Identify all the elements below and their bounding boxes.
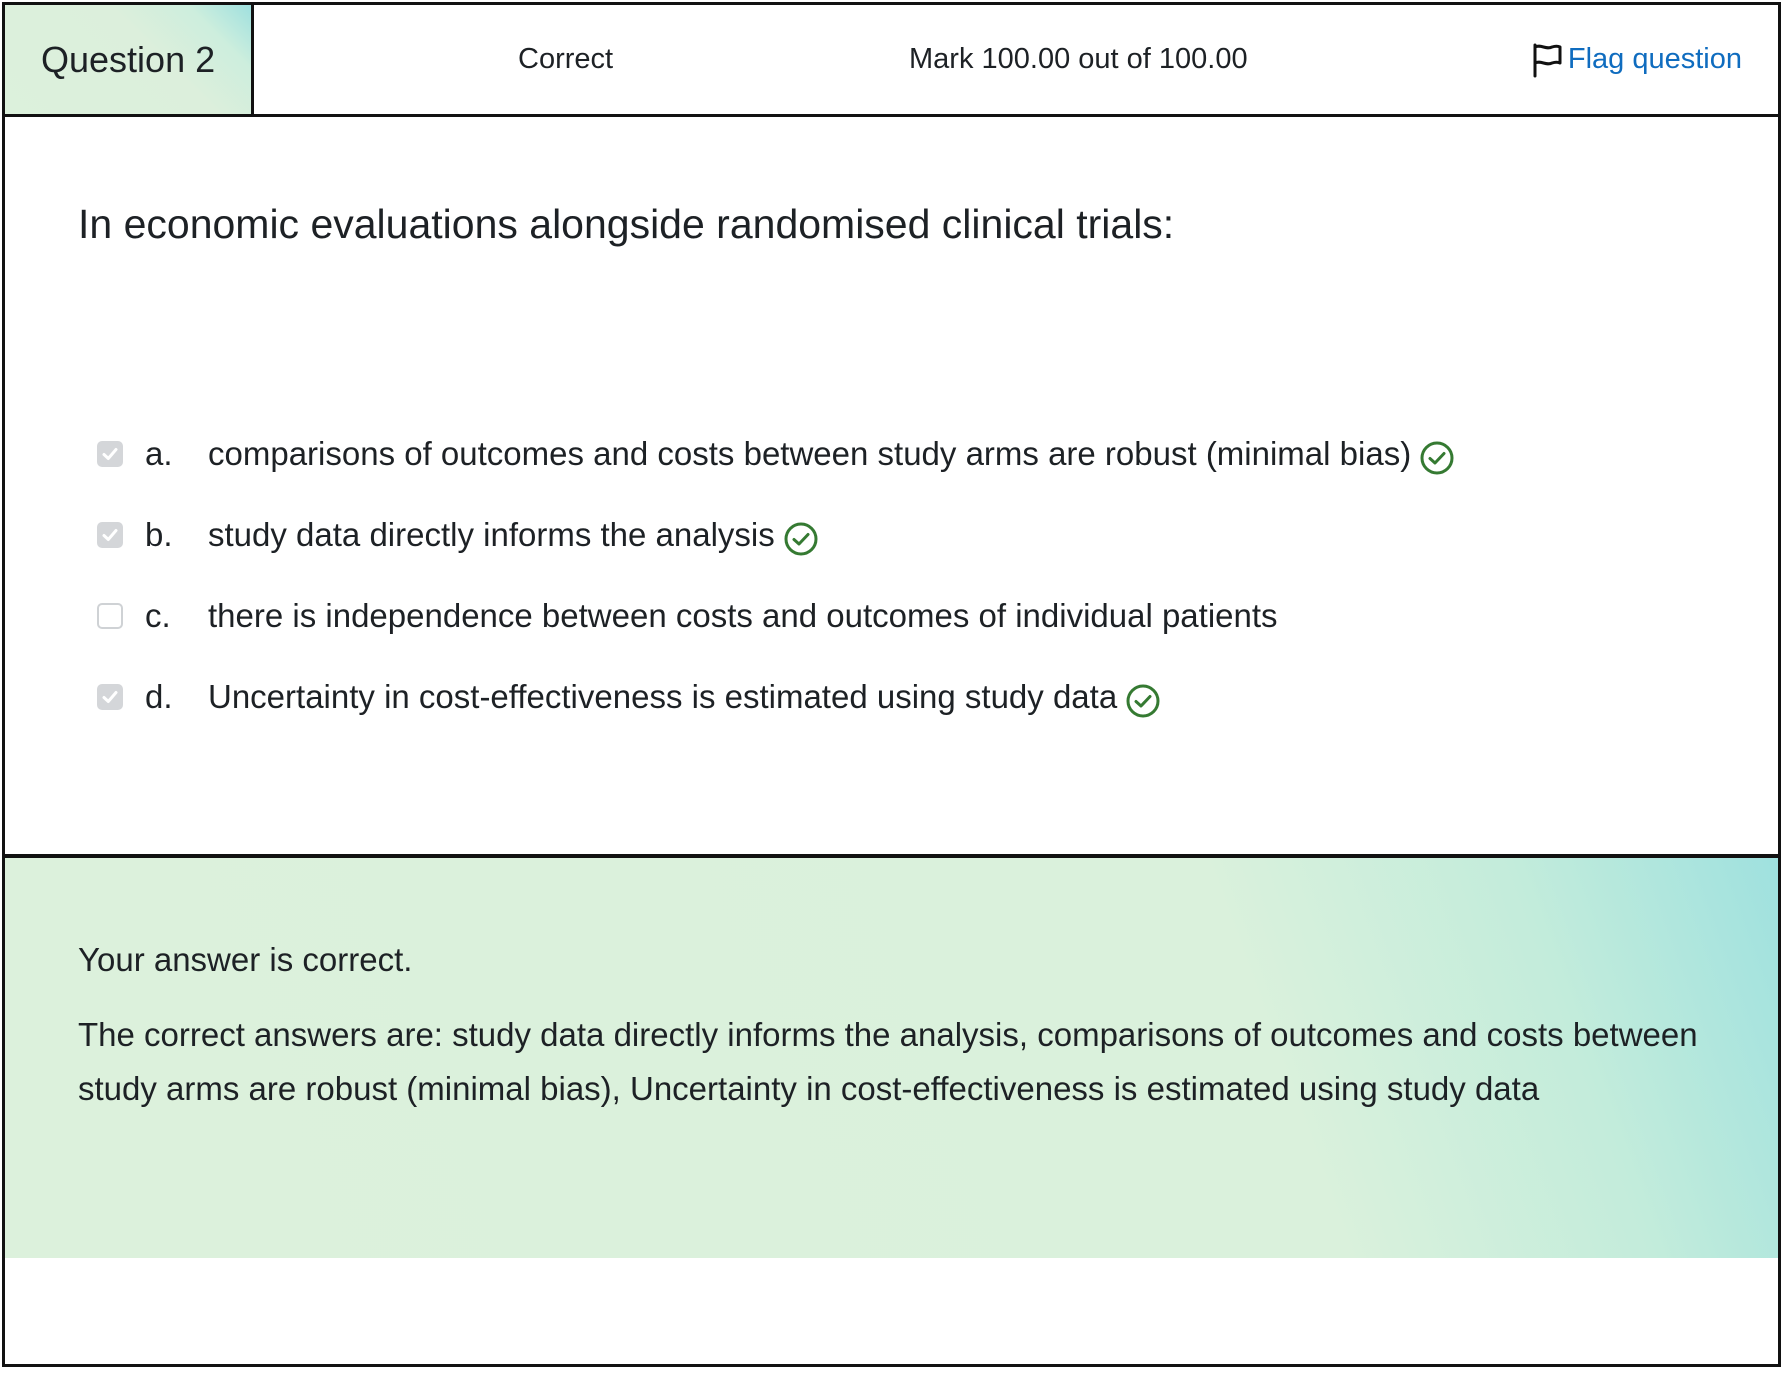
flag-question-label[interactable]: Flag question — [1567, 43, 1742, 75]
answer-letter: c. — [145, 596, 171, 634]
answer-checkbox[interactable] — [97, 603, 123, 629]
feedback-status: Your answer is correct. — [78, 941, 413, 978]
answer-option-b — [97, 494, 1455, 575]
checkbox-check-icon — [100, 687, 120, 707]
answer-letter: d. — [145, 677, 173, 715]
flag-icon — [1530, 42, 1564, 78]
answer-checkbox[interactable] — [97, 684, 123, 710]
question-card — [2, 2, 1781, 1367]
answer-checkbox[interactable] — [97, 441, 123, 467]
question-number-label: Question 2 — [41, 38, 216, 80]
answer-letter: b. — [145, 515, 173, 553]
answer-text: there is independence between costs and outcomes of individual patients — [208, 596, 1278, 634]
answer-option-c — [97, 575, 1455, 656]
check-circle-icon — [1419, 440, 1455, 476]
answer-option-a — [97, 413, 1455, 494]
check-circle-icon — [1125, 683, 1161, 719]
answer-letter: a. — [145, 434, 173, 472]
checkbox-check-icon — [100, 525, 120, 545]
answer-option-d — [97, 656, 1455, 737]
answer-text: study data directly informs the analysis — [208, 515, 775, 553]
feedback-right-answer: The correct answers are: study data directly informs the analysis, comparisons of outcomes and costs between study arms are robust (minimal bias), Uncertainty in cost-effectiveness is estimated using study data — [78, 1016, 1698, 1107]
answer-checkbox[interactable] — [97, 522, 123, 548]
checkbox-check-icon — [100, 444, 120, 464]
feedback-panel — [5, 854, 1778, 1258]
flag-question-link[interactable] — [1530, 5, 1742, 114]
question-state: Correct — [518, 43, 614, 75]
question-grade: Mark 100.00 out of 100.00 — [909, 43, 1248, 75]
answer-text: comparisons of outcomes and costs between study arms are robust (minimal bias) — [208, 434, 1412, 472]
check-circle-icon — [783, 521, 819, 557]
question-info-bar — [5, 5, 1778, 117]
question-text: In economic evaluations alongside randomised clinical trials: — [78, 201, 1175, 247]
answer-list — [97, 413, 1455, 737]
question-number — [5, 5, 254, 114]
answer-text: Uncertainty in cost-effectiveness is estimated using study data — [208, 677, 1118, 715]
